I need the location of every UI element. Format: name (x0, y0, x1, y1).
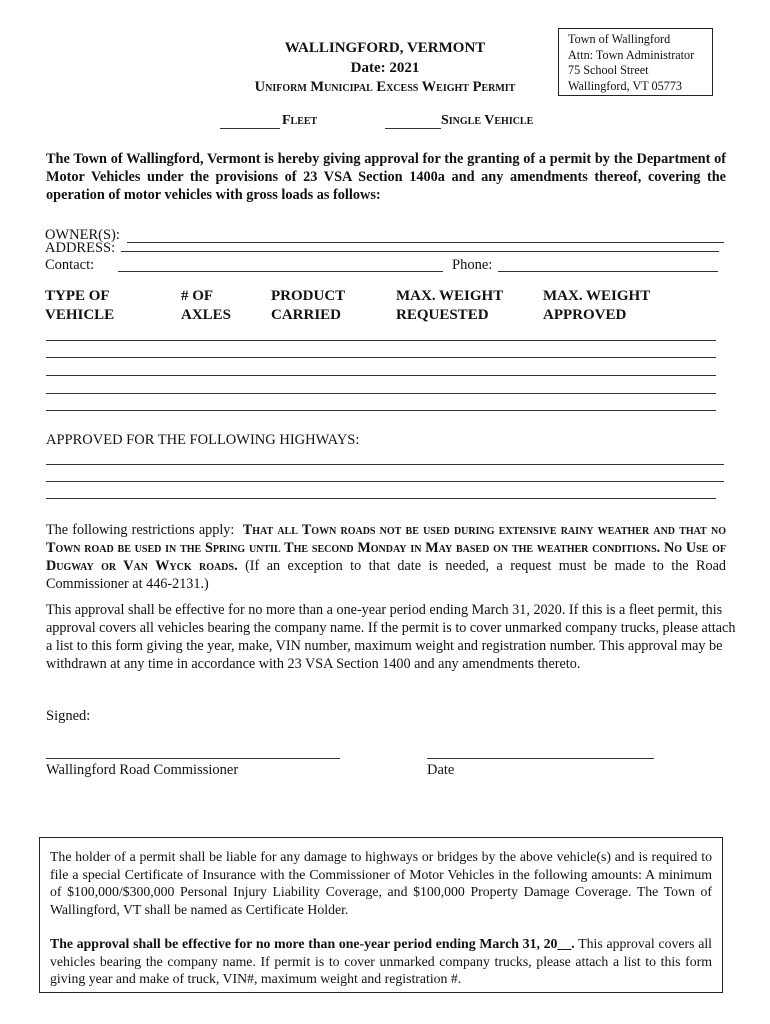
address-line-4: Wallingford, VT 05773 (568, 78, 683, 93)
address-line-2: Attn: Town Administrator (568, 47, 695, 62)
permit-date: Date: 2021 (350, 60, 420, 76)
phone-field[interactable] (498, 257, 718, 272)
permit-title: Uniform Municipal Excess Weight Permit (254, 79, 516, 95)
contact-label: Contact: (45, 257, 95, 273)
highway-line[interactable] (46, 464, 724, 465)
signed-label: Signed: (46, 708, 91, 724)
address-label: ADDRESS: (45, 240, 116, 256)
column-max-weight-requested: MAX. WEIGHT REQUESTED (396, 288, 504, 323)
intro-paragraph: The Town of Wallingford, Vermont is hereby giving approval for the granting of a permit by the Department of Motor Vehicles under the provisions of 23 VSA Section 1400a and any amendments thereof, covering the operation of motor vehicles with gross loads as follows: (46, 151, 726, 203)
vehicle-row[interactable] (46, 393, 716, 394)
highways-label: APPROVED FOR THE FOLLOWING HIGHWAYS: (46, 432, 360, 448)
single-vehicle-label: Single Vehicle (441, 113, 534, 128)
restrictions-lead: The following restrictions apply: (46, 522, 235, 538)
highway-line[interactable] (46, 498, 716, 499)
date-signature-line[interactable] (427, 744, 654, 759)
date-label: Date (427, 762, 455, 778)
single-vehicle-blank[interactable] (385, 114, 441, 129)
approval-notice-rest: This approval covers all vehicles bearing the company name. If permit is to cover unmarked company trucks, please attach a list to this form giving year and make of truck, VIN#, maximum weight and registration #. (50, 936, 712, 986)
vehicle-row[interactable] (46, 357, 716, 358)
mailing-address-box (558, 28, 713, 96)
approval-notice-text (50, 935, 712, 988)
vehicle-row[interactable] (46, 410, 716, 411)
address-field[interactable] (121, 238, 719, 252)
vehicle-row[interactable] (46, 375, 716, 376)
phone-label: Phone: (452, 257, 493, 273)
address-line-1: Town of Wallingford (568, 32, 671, 46)
column-max-weight-approved: MAX. WEIGHT APPROVED (543, 288, 651, 323)
vehicle-row[interactable] (46, 340, 716, 341)
approval-notice-bold: The approval shall be effective for no more than one-year period ending March 31, 20__. (50, 936, 575, 951)
column-product: PRODUCT CARRIED (271, 288, 346, 323)
commissioner-label: Wallingford Road Commissioner (46, 762, 239, 778)
liability-notice-text: The holder of a permit shall be liable for any damage to highways or bridges by the above vehicle(s) and is required to file a special Certificate of Insurance with the Commissioner of Motor Vehicles in the following amounts: A minimum of $100,000/$300,000 Personal Injury Liability Coverage, and $100,000 Property Damage Coverage. The Town of Wallingford, VT shall be named as Certificate Holder. (50, 849, 712, 917)
fleet-blank[interactable] (220, 114, 280, 129)
restrictions-paragraph (46, 521, 726, 593)
effective-paragraph: This approval shall be effective for no more than a one-year period ending March 31, 2020. If this is a fleet permit, this approval covers all vehicles bearing the company name. If the permit is to cover unmarked company trucks, please attach a list to this form giving the year, make, VIN number, maximum weight and registration number. This approval may be withdrawn at any time in accordance with 23 VSA Section 1400 and any amendments thereto. (46, 602, 736, 672)
commissioner-signature-line[interactable] (46, 744, 340, 759)
restrictions-exception: (If an exception to that date is needed, a request must be made to the Road Commissioner at 446-2131.) (46, 558, 726, 592)
owner-label: OWNER(S): (45, 227, 120, 243)
column-vehicle-type: TYPE OF VEHICLE (45, 288, 115, 323)
highway-line[interactable] (46, 481, 724, 482)
column-axles: # OF AXLES (181, 288, 232, 323)
restrictions-terms: That all Town roads not be used during extensive rainy weather and that no Town road be used in the Spring until The second Monday in May based on the weather conditions. No Use of Dugway or Van Wyck roads. (46, 522, 727, 574)
contact-field[interactable] (118, 257, 443, 272)
address-line-3: 75 School Street (568, 63, 649, 77)
fleet-label: Fleet (282, 113, 318, 128)
liability-notice-box (39, 837, 723, 993)
town-heading: WALLINGFORD, VERMONT (284, 40, 486, 56)
